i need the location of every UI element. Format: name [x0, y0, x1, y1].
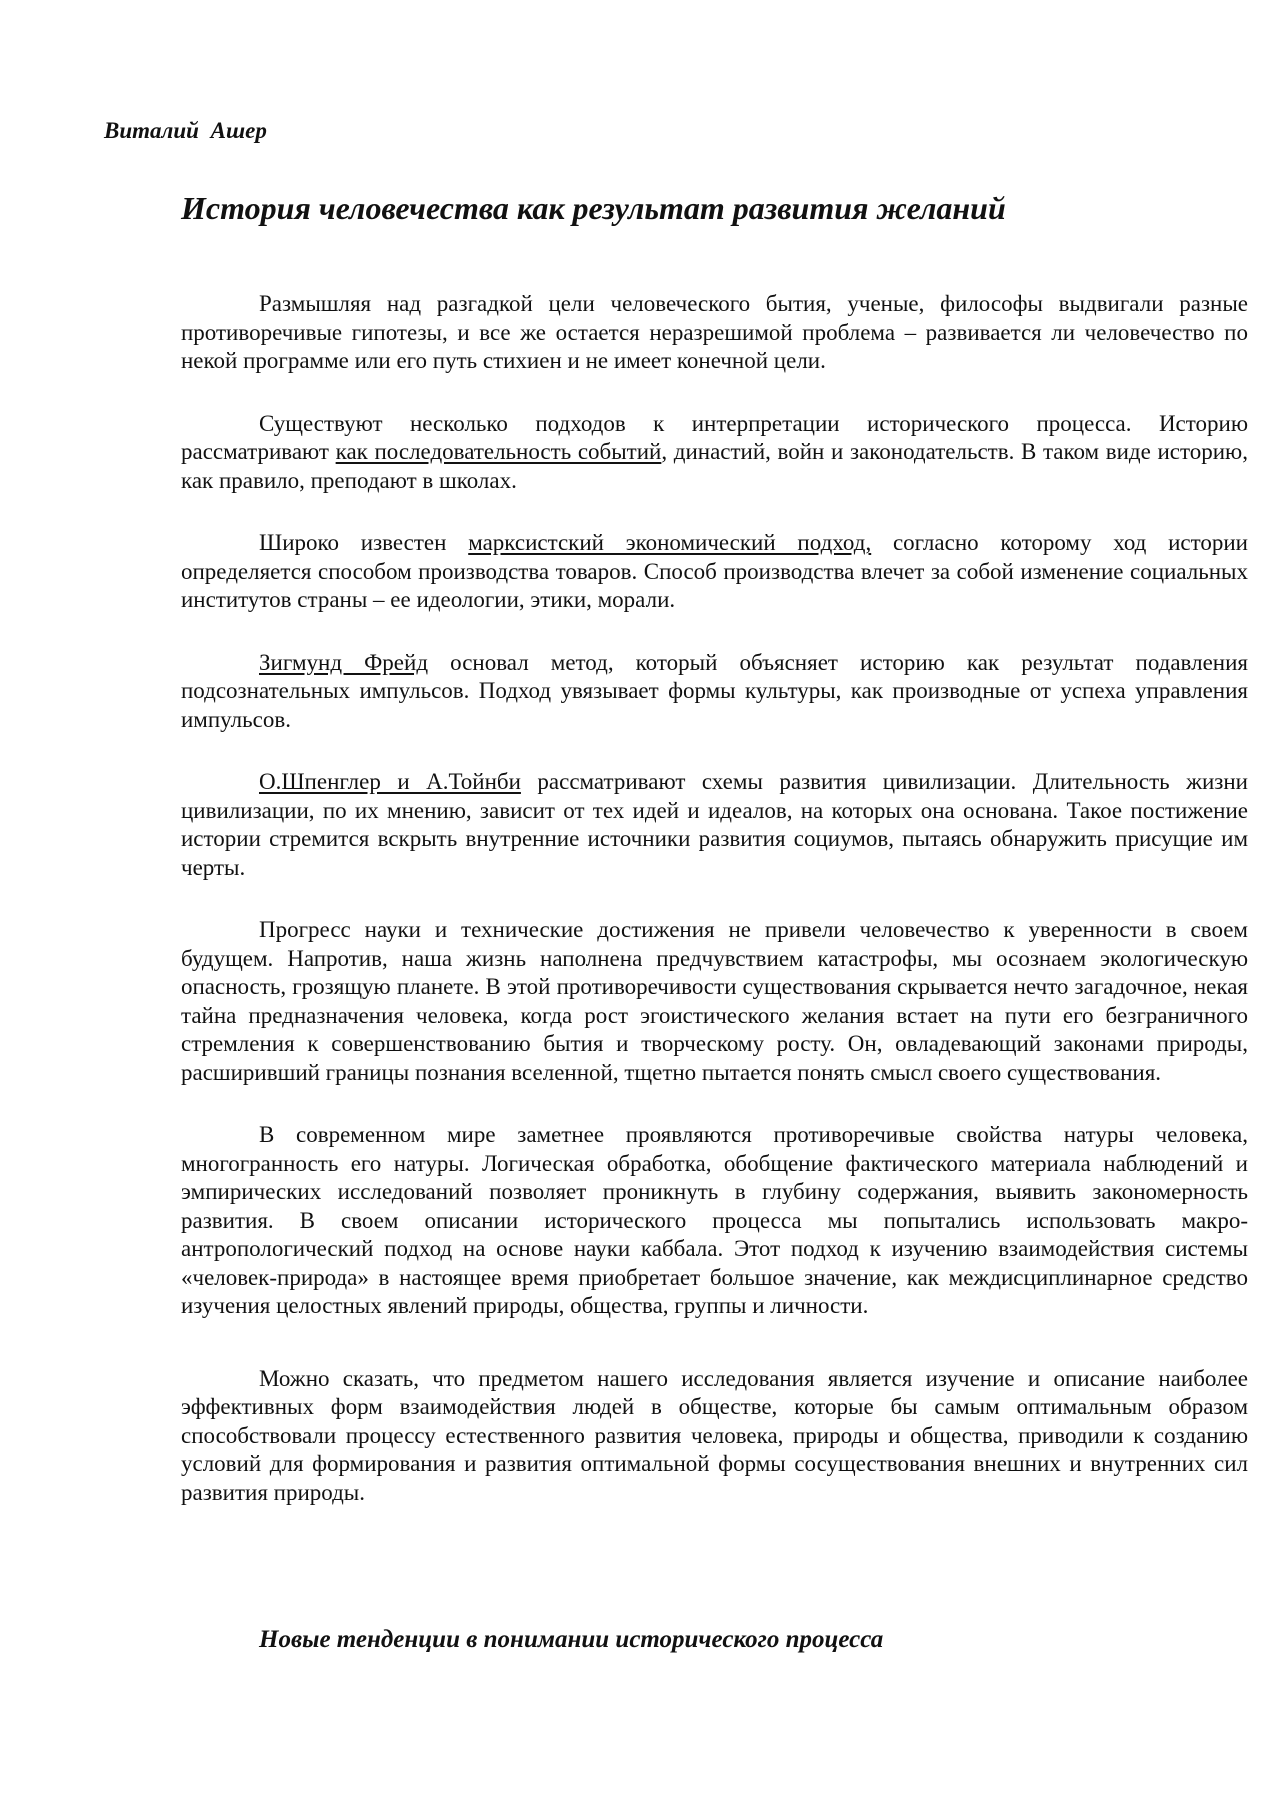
paragraph-4-text-end: основал метод, который объясняет историю как результат подавления подсознательных импульсов. Подход увязывает формы культуры, как производные от успеха управления импульсов.: [181, 649, 1248, 732]
paragraph-1: [181, 290, 1248, 376]
paragraph-5: [181, 768, 1248, 882]
paragraph-2: [181, 410, 1248, 496]
document-title: История человечества как результат развития желаний: [181, 190, 1006, 226]
paragraph-4: [181, 649, 1248, 735]
paragraph-7: [181, 1121, 1248, 1321]
paragraph-2-text-start: Существуют несколько подходов к интерпретации исторического процесса. Историю рассматривают: [181, 410, 1248, 464]
author-name: Виталий Ашер: [104, 118, 267, 143]
section-heading: Новые тенденции в понимании исторического процесса: [259, 1626, 884, 1653]
paragraph-1-text: Размышляя над разгадкой цели человеческого бытия, ученые, философы выдвигали разные противоречивые гипотезы, и все же остается неразрешимой проблема – развивается ли человечество по некой программе или его путь стихиен и не имеет конечной цели.: [181, 291, 1248, 373]
underlined-phrase-marxist-approach: марксистский экономический подход,: [468, 530, 872, 555]
paragraph-5-text-end: рассматривают схемы развития цивилизации. Длительность жизни цивилизации, по их мнению, зависит от тех идей и идеалов, на которых она основана. Такое постижение истории стремится вскрыть внутренние источники развития социумов, пытаясь обнаружить присущие им черты.: [181, 769, 1248, 880]
paragraph-2-text-end: , династий, войн и законодательств. В таком виде историю, как правило, преподают в школах.: [181, 439, 1248, 493]
paragraph-3-text-start: Широко известен: [259, 530, 469, 555]
document-body: [181, 290, 1248, 1507]
underlined-phrase-sequence-of-events: как последовательность событий: [335, 439, 662, 464]
underlined-phrase-freud: Зигмунд Фрейд: [259, 649, 429, 675]
paragraph-8-text: Можно сказать, что предметом нашего исследования является изучение и описание наиболее эффективных форм взаимодействия людей в обществе, которые бы самым оптимальным образом способствовали процессу естественного развития человека, природы и общества, приводили к созданию условий для формирования и развития оптимальной формы сосуществования внешних и внутренних сил развития природы.: [181, 1365, 1248, 1505]
paragraph-3: [181, 529, 1248, 615]
paragraph-7-text: В современном мире заметнее проявляются противоречивые свойства натуры человека, многогранность его натуры. Логическая обработка, обобщение фактического материала наблюдений и эмпирических исследований позволяет проникнуть в глубину содержания, выявить закономерность развития. В своем описании исторического процесса мы попытались использовать макро-антропологический подход на основе науки каббала. Этот подход к изучению взаимодействия системы «человек-природа» в настоящее время приобретает большое значение, как междисциплинарное средство изучения целостных явлений природы, общества, группы и личности.: [181, 1122, 1248, 1318]
underlined-phrase-spengler-toynbee: О.Шпенглер и А.Тойнби: [259, 769, 521, 794]
paragraph-6: [181, 916, 1248, 1087]
paragraph-6-text: Прогресс науки и технические достижения не привели человечество к уверенности в своем будущем. Напротив, наша жизнь наполнена предчувствием катастрофы, мы осознаем экологическую опасность, грозящую планете. В этой противоречивости существования скрывается нечто загадочное, некая тайна предназначения человека, когда рост эгоистического желания встает на пути его безграничного стремления к совершенствованию бытия и творческому росту. Он, овладевающий законами природы, расширивший границы познания вселенной, тщетно пытается понять смысл своего существования.: [181, 917, 1248, 1085]
paragraph-3-text-end: согласно которому ход истории определяется способом производства товаров. Способ производства влечет за собой изменение социальных институтов страны – ее идеологии, этики, морали.: [181, 530, 1248, 612]
paragraph-8: [181, 1365, 1248, 1508]
